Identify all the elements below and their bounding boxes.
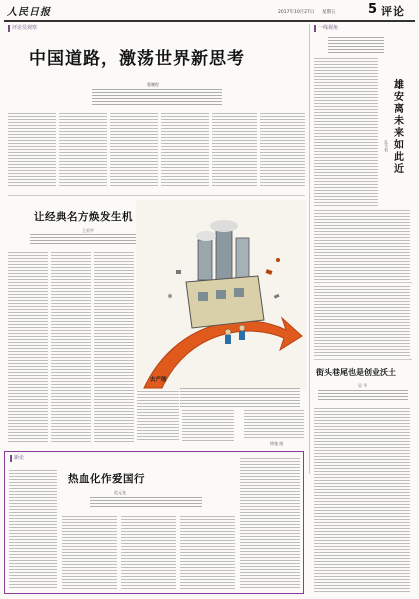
page-number: 5 (368, 2, 378, 17)
article2-body-col (51, 252, 91, 442)
main-body-col (161, 113, 209, 188)
page-section: 评论 (381, 5, 405, 18)
main-body-col (260, 113, 305, 188)
sidebar-vertical-headline: 雄安离未来如此近 (394, 80, 404, 175)
sidebar-rule (314, 359, 412, 360)
article2-body-col (8, 252, 48, 442)
masthead-rule (4, 20, 415, 22)
main-body-col (212, 113, 257, 188)
main-byline: 曹鹏程 (147, 82, 159, 87)
factory-shape (186, 276, 264, 328)
article2-body-col (137, 385, 179, 442)
sidebar-divider (309, 24, 310, 474)
article3-body (314, 408, 410, 594)
cartoon-illustration (136, 200, 306, 390)
article3-lead-text (318, 390, 408, 402)
main-lead-text (92, 89, 222, 107)
main-bottom-rule (8, 195, 305, 196)
article4-body-col (121, 516, 176, 590)
article3-byline: 吴 平 (358, 383, 368, 388)
article2-headline: 让经典名方焕发生机 (34, 211, 133, 223)
sidebar-lead-text (328, 37, 384, 53)
main-column-tag: 评论员观察 (8, 25, 37, 32)
sidebar-byline: 孔令君 (384, 140, 389, 152)
sidebar-rule (314, 282, 412, 283)
sidebar-body-top (314, 58, 378, 208)
cartoon-caption (180, 388, 300, 408)
cartoon-title: 去产能 (150, 377, 167, 383)
sidebar-column-tag: 一线视角 (314, 25, 338, 32)
article4-byline: 范元龙 (114, 490, 126, 495)
sidebar-body-mid (314, 210, 410, 280)
article3-headline: 街头巷尾也是创业沃土 (316, 368, 396, 377)
article4-body-col (62, 516, 117, 590)
newspaper-logo: 人民日报 (7, 7, 51, 18)
article2-lead-text (30, 234, 150, 246)
main-body-col (110, 113, 158, 188)
cartoon-signature: 徐骏 画 (270, 441, 284, 446)
cartoon-side-text (244, 410, 304, 440)
article4-lead-text (90, 497, 202, 509)
main-body-col (8, 113, 56, 188)
article4-body-col (240, 458, 300, 590)
main-body-col (59, 113, 107, 188)
article2-body-col (182, 410, 234, 442)
article4-body-col (9, 470, 57, 590)
article2-byline: 王君平 (82, 228, 94, 233)
article4-column-tag: 新论 (10, 455, 24, 462)
sidebar-body-lower (314, 286, 410, 356)
article2-body-col (94, 252, 134, 442)
cartoon-drawing (136, 200, 306, 390)
article4-body-col (180, 516, 235, 590)
issue-date: 2017年10月27日 (278, 10, 315, 15)
main-headline: 中国道路，激荡世界新思考 (29, 49, 245, 69)
issue-weekday: 星期五 (322, 10, 336, 15)
article4-headline: 热血化作爱国行 (68, 473, 145, 485)
